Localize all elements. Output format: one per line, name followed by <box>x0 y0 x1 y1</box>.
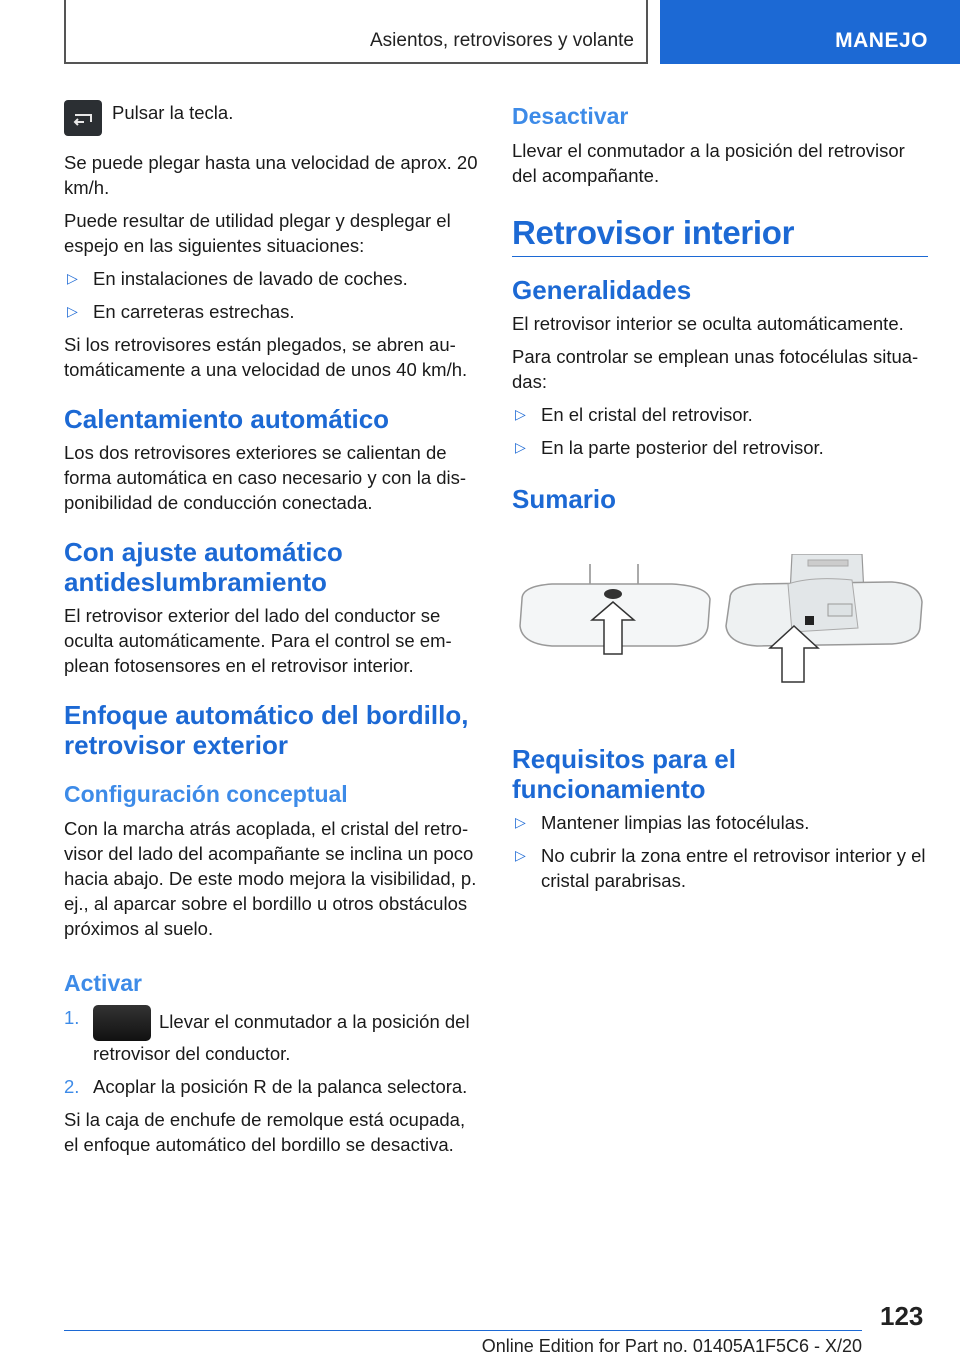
general-text-2: Para controlar se emplean unas fotocélulas situadas: <box>512 346 919 392</box>
heading-summary: Sumario <box>512 484 617 514</box>
list-item: ▷ En instalaciones de lavado de coches. <box>67 268 408 289</box>
heading-auto-dimming: Con ajuste automático antideslumbramiento <box>64 537 343 597</box>
general-text-1: El retrovisor interior se oculta automáticamente. <box>512 313 904 334</box>
list-item: ▷ En la parte posterior del retrovisor. <box>515 437 824 458</box>
section-title: Asientos, retrovisores y volante <box>369 30 634 51</box>
list-item: ▷ Mantener limpias las fotocélulas. <box>515 812 810 833</box>
triangle-bullet-icon: ▷ <box>67 303 78 319</box>
triangle-bullet-icon: ▷ <box>515 406 526 422</box>
auto-heating-text: Los dos retrovisores exteriores se calientan de forma automática en caso necesario y con la disponibilidad de conducción conectada. <box>64 442 467 513</box>
heading-auto-heating: Calentamiento automático <box>64 404 390 434</box>
heading-concept: Configuración conceptual <box>64 781 348 807</box>
interior-mirror-figure <box>512 554 928 714</box>
triangle-bullet-icon: ▷ <box>515 847 526 863</box>
page-number: 123 <box>880 1301 924 1331</box>
fold-usage-text: Puede resultar de utilidad plegar y desplegar el espejo en las siguientes situaciones: <box>64 210 451 256</box>
triangle-bullet-icon: ▷ <box>67 270 78 286</box>
chapter-tab[interactable] <box>660 0 960 64</box>
deactivate-text: Llevar el conmutador a la posición del retrovisor del acompañante. <box>512 140 905 186</box>
requirements-list <box>512 810 928 893</box>
triangle-bullet-icon: ▷ <box>515 814 526 830</box>
concept-text: Con la marcha atrás acoplada, el cristal del retrovisor del lado del acompañante se inclina un poco hacia abajo. De este modo mejora la visibilidad, p. ej., al aparcar sobre el bordillo u otros obstáculos próximos al suelo. <box>64 818 477 939</box>
heading-interior-mirror: Retrovisor interior <box>512 214 928 257</box>
heading-general: Generalidades <box>512 275 692 305</box>
fold-situations-list <box>64 266 479 324</box>
heading-activate: Activar <box>64 970 142 996</box>
right-column <box>512 100 928 901</box>
left-column <box>64 100 479 1165</box>
list-item: ▷ En el cristal del retrovisor. <box>515 404 753 425</box>
heading-deactivate: Desactivar <box>512 103 629 129</box>
press-key-text: Pulsar la tecla. <box>112 102 234 123</box>
heading-requirements: Requisitos para el funcionamiento <box>512 744 736 804</box>
header-section-box <box>64 0 648 64</box>
edition-footer: Online Edition for Part no. 01405A1F5C6 - X/20 <box>481 1336 862 1356</box>
auto-dimming-text: El retrovisor exterior del lado del conductor se oculta automáticamente. Para el control se emplean fotosensores en el retrovisor interior. <box>64 605 452 676</box>
list-item: ▷ En carreteras estrechas. <box>67 301 295 322</box>
triangle-bullet-icon: ▷ <box>515 439 526 455</box>
step-item: 1. Llevar el conmutador a la posición del retrovisor del conductor. <box>64 1007 470 1064</box>
heading-curb-tilt: Enfoque automático del bordillo, retrovisor exterior <box>64 700 469 760</box>
press-key-line <box>64 100 479 136</box>
step-item: 2. Acoplar la posición R de la palanca selectora. <box>64 1076 468 1097</box>
photocell-list <box>512 402 928 460</box>
mirror-illustration <box>512 554 928 714</box>
trailer-text: Si la caja de enchufe de remolque está ocupada, el enfoque automático del bordillo se desactiva. <box>64 1109 466 1155</box>
mirror-switch-icon <box>93 1005 151 1041</box>
list-item: ▷ No cubrir la zona entre el retrovisor interior y el cristal parabrisas. <box>515 845 926 891</box>
chapter-tab-label: MANEJO <box>835 29 928 52</box>
unfold-speed-text: Si los retrovisores están plegados, se abren automáticamente a una velocidad de unos 40 km/h. <box>64 334 468 380</box>
fold-mirror-button-icon <box>64 100 102 136</box>
activate-steps <box>64 1005 479 1099</box>
footer-divider <box>64 1330 862 1331</box>
fold-speed-text: Se puede plegar hasta una velocidad de aprox. 20 km/h. <box>64 152 478 198</box>
